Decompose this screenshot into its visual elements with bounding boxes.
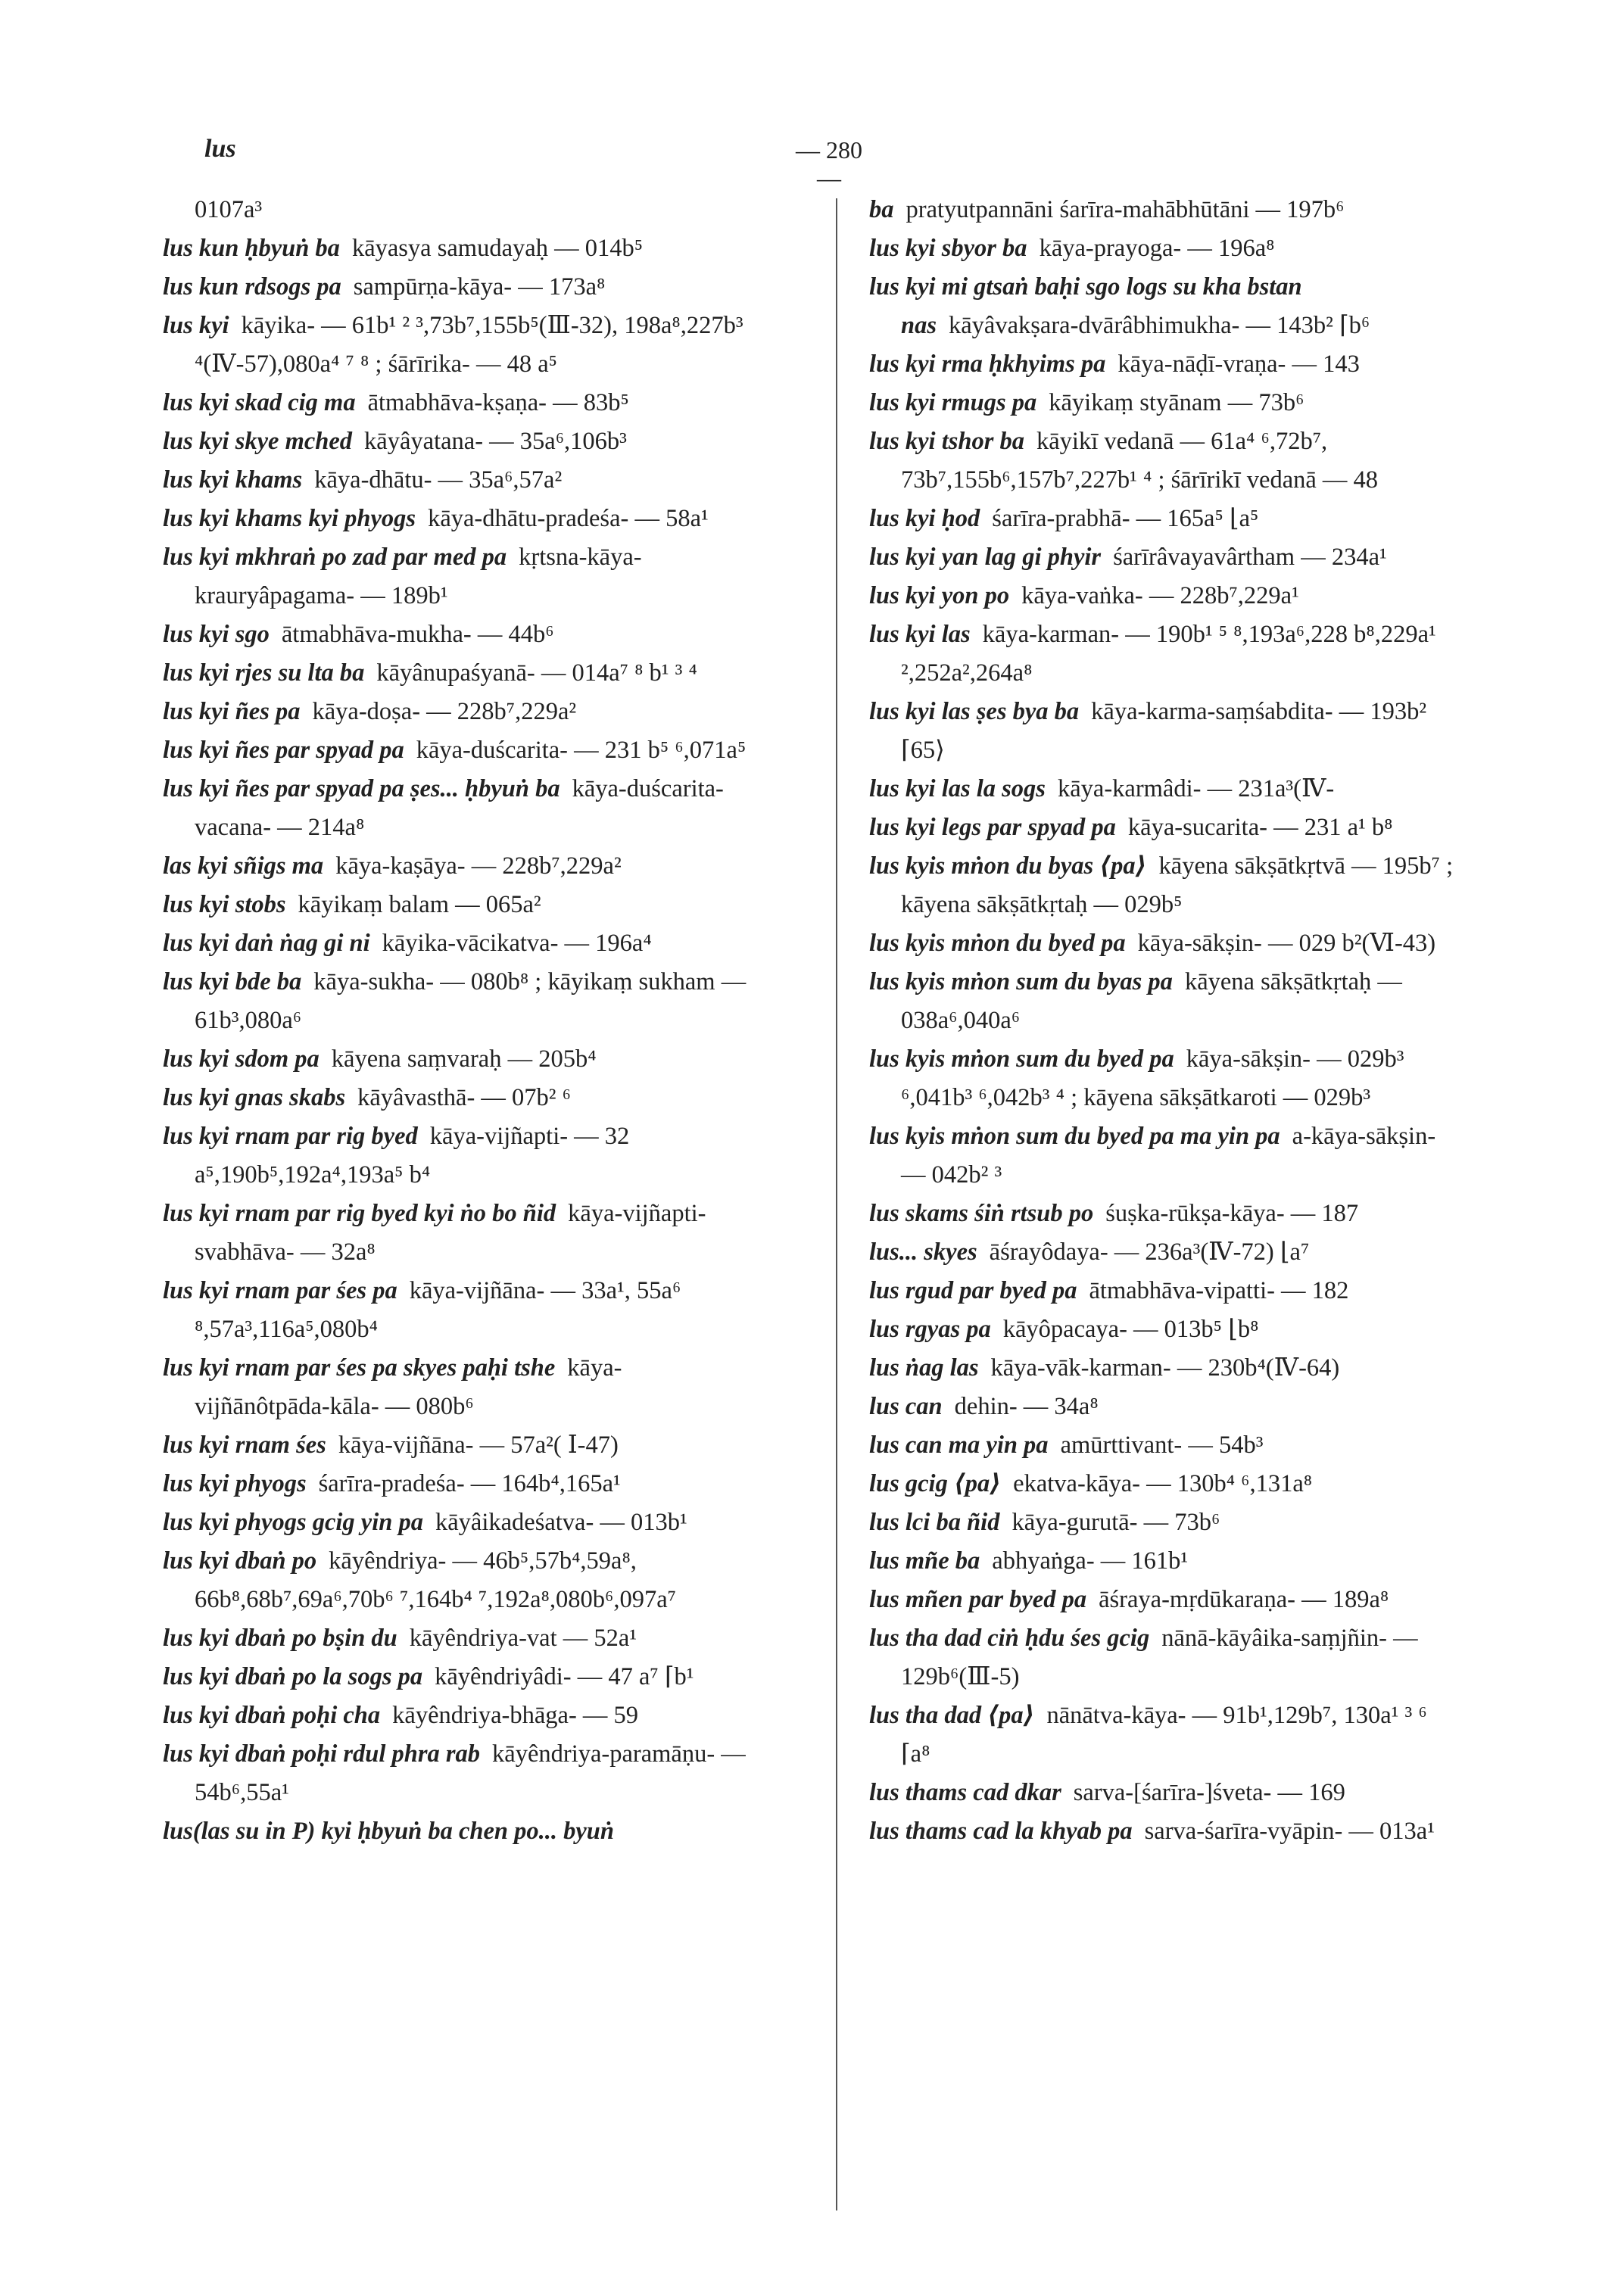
tibetan-headword: lus kyi rnam par rig byed	[163, 1123, 418, 1150]
dictionary-entry	[869, 345, 1460, 384]
tibetan-headword: lus kyi rnam par rig byed kyi ṅo bo ñid	[163, 1200, 556, 1227]
tibetan-headword: lus gcig ⟨pa⟩	[869, 1470, 1002, 1497]
tibetan-headword: lus(las su in P) kyi ḥbyuṅ ba chen po... byuṅ	[163, 1818, 614, 1845]
dictionary-entry	[869, 1619, 1460, 1696]
sanskrit-equivalent: kāyêndriya- — 46b⁵,57b⁴,59a⁸, 66b⁸,68b⁷,69a⁶,70b⁶ ⁷,164b⁴ ⁷,192a⁸,080b⁶,097a⁷	[195, 1547, 676, 1613]
tibetan-headword: lus kyi stobs	[163, 891, 286, 918]
sanskrit-equivalent: kāyâvakṣara-dvārâbhimukha- — 143b² ⌈b⁶	[948, 312, 1370, 339]
dictionary-entry	[163, 191, 753, 229]
dictionary-entry	[869, 500, 1460, 538]
tibetan-headword: lus kyi phyogs gcig yin pa	[163, 1509, 423, 1536]
tibetan-headword: lus kyi sgo	[163, 621, 270, 648]
dictionary-entry	[869, 191, 1460, 229]
tibetan-headword: lus kyi ñes pa	[163, 698, 301, 725]
dictionary-entry	[869, 538, 1460, 577]
sanskrit-equivalent: kāya-vijñapti-svabhāva- — 32a⁸	[195, 1200, 706, 1266]
tibetan-headword: lus tha dad ⟨pa⟩	[869, 1702, 1035, 1729]
tibetan-headword: lus kyi tshor ba	[869, 428, 1024, 455]
sanskrit-equivalent: kāya-vijñānôtpāda-kāla- — 080b⁶	[195, 1354, 622, 1420]
tibetan-headword: lus tha dad ciṅ ḥdu śes gcig	[869, 1625, 1150, 1652]
sanskrit-equivalent: kṛtsna-kāya-krauryâpagama- — 189b¹	[195, 544, 642, 609]
tibetan-headword: lus kyi yon po	[869, 582, 1010, 609]
tibetan-headword: lus skams śiṅ rtsub po	[869, 1200, 1094, 1227]
dictionary-entry	[869, 615, 1460, 693]
dictionary-entry	[869, 1233, 1460, 1272]
sanskrit-equivalent: ātmabhāva-vipatti- — 182	[1089, 1277, 1349, 1304]
dictionary-entry	[869, 1696, 1460, 1774]
sanskrit-equivalent: nānā-kāyâika-saṃjñin- — 129b⁶(Ⅲ-5)	[901, 1625, 1418, 1690]
sanskrit-equivalent: kāya-vijñāna- — 57a²( Ⅰ-47)	[338, 1432, 619, 1459]
dictionary-entry	[869, 229, 1460, 268]
tibetan-headword: lus kyi mi gtsaṅ baḥi sgo logs su kha bstan nas	[869, 273, 1302, 339]
sanskrit-equivalent: kāya-karman- — 190b¹ ⁵ ⁸,193a⁶,228 b⁸,229a¹ ²,252a²,264a⁸	[901, 621, 1436, 687]
sanskrit-equivalent: kāyâikadeśatva- — 013b¹	[435, 1509, 687, 1536]
sanskrit-equivalent: sarva-[śarīra-]śveta- — 169	[1073, 1779, 1345, 1806]
tibetan-headword: lus kyi gnas skabs	[163, 1084, 346, 1111]
tibetan-headword: lus mñe ba	[869, 1547, 980, 1575]
sanskrit-equivalent: kāya-nāḍī-vraṇa- — 143	[1117, 350, 1360, 378]
dictionary-entry	[163, 538, 753, 615]
dictionary-entry	[869, 1581, 1460, 1619]
sanskrit-equivalent: 0107a³	[195, 196, 263, 223]
dictionary-entry	[163, 847, 753, 886]
sanskrit-equivalent: kāya-doṣa- — 228b⁷,229a²	[312, 698, 577, 725]
dictionary-entry	[163, 615, 753, 654]
sanskrit-equivalent: kāyêndriyâdi- — 47 a⁷ ⌈b¹	[435, 1663, 694, 1690]
dictionary-entry	[869, 577, 1460, 615]
tibetan-headword: lus kyi ñes par spyad pa	[163, 737, 404, 764]
sanskrit-equivalent: śarīra-prabhā- — 165a⁵ ⌊a⁵	[992, 505, 1259, 532]
sanskrit-equivalent: kāyika-vācikatva- — 196a⁴	[382, 930, 652, 957]
tibetan-headword: lus kyi ñes par spyad pa ṣes... ḥbyuṅ ba	[163, 775, 560, 802]
dictionary-entry	[869, 770, 1460, 808]
sanskrit-equivalent: amūrttivant- — 54b³	[1060, 1432, 1264, 1459]
tibetan-headword: lus thams cad la khyab pa	[869, 1818, 1133, 1845]
dictionary-entry	[869, 808, 1460, 847]
sanskrit-equivalent: kāyikaṃ styānam — 73b⁶	[1049, 389, 1304, 416]
dictionary-entry	[163, 268, 753, 307]
sanskrit-equivalent: kāya-sucarita- — 231 a¹ b⁸	[1127, 814, 1393, 841]
tibetan-headword: lus kyi mkhraṅ po zad par med pa	[163, 544, 507, 571]
sanskrit-equivalent: śuṣka-rūkṣa-kāya- — 187	[1105, 1200, 1359, 1227]
tibetan-headword: lus kyi ḥod	[869, 505, 980, 532]
dictionary-entry	[163, 1735, 753, 1812]
sanskrit-equivalent: kāya-vaṅka- — 228b⁷,229a¹	[1021, 582, 1299, 609]
tibetan-headword: lus kyi rnam par śes pa skyes paḥi tshe	[163, 1354, 556, 1382]
dictionary-entry	[163, 693, 753, 731]
sanskrit-equivalent: ekatva-kāya- — 130b⁴ ⁶,131a⁸	[1013, 1470, 1313, 1497]
left-column	[163, 191, 753, 1851]
sanskrit-equivalent: kāya-duścarita-vacana- — 214a⁸	[195, 775, 724, 841]
tibetan-headword: las kyi sñigs ma	[163, 852, 324, 880]
sanskrit-equivalent: kāya-karma-saṃśabdita- — 193b² ⌈65⟩	[901, 698, 1427, 764]
tibetan-headword: lus ṅag las	[869, 1354, 979, 1382]
dictionary-entry	[869, 963, 1460, 1040]
tibetan-headword: lus kyi sdom pa	[163, 1045, 320, 1073]
dictionary-entry	[163, 307, 753, 384]
dictionary-entry	[163, 461, 753, 500]
dictionary-entry	[163, 1426, 753, 1465]
dictionary-entry	[869, 1503, 1460, 1542]
dictionary-entry	[163, 1195, 753, 1272]
dictionary-entry	[163, 229, 753, 268]
dictionary-entry	[869, 1310, 1460, 1349]
tibetan-headword: lus kyi phyogs	[163, 1470, 307, 1497]
sanskrit-equivalent: kāyasya samudayaḥ — 014b⁵	[351, 235, 644, 262]
sanskrit-equivalent: abhyaṅga- — 161b¹	[992, 1547, 1189, 1575]
tibetan-headword: lus kyi skye mched	[163, 428, 353, 455]
dictionary-entry	[163, 1812, 753, 1851]
sanskrit-equivalent: kāyena sākṣātkṛtvā — 195b⁷ ; kāyena sākṣātkṛtaḥ — 029b⁵	[901, 852, 1454, 918]
dictionary-entry	[869, 1272, 1460, 1310]
sanskrit-equivalent: kāya-sākṣin- — 029b³ ⁶,041b³ ⁶,042b³ ⁴ ; kāyena sākṣātkaroti — 029b³	[901, 1045, 1404, 1111]
tibetan-headword: lus... skyes	[869, 1238, 977, 1266]
tibetan-headword: lus kyi las ṣes bya ba	[869, 698, 1080, 725]
sanskrit-equivalent: kāya-duścarita- — 231 b⁵ ⁶,071a⁵	[416, 737, 747, 764]
sanskrit-equivalent: kāya-sukha- — 080b⁸ ; kāyikaṃ sukham — 61b³,080a⁶	[195, 968, 747, 1034]
sanskrit-equivalent: kāyika- — 61b¹ ² ³,73b⁷,155b⁵(Ⅲ-32), 198a⁸,227b³ ⁴(Ⅳ-57),080a⁴ ⁷ ⁸ ; śārīrika- — 48 a⁵	[195, 312, 743, 378]
tibetan-headword: lus kyis mṅon sum du byas pa	[869, 968, 1173, 995]
sanskrit-equivalent: kāyêndriya-vat — 52a¹	[409, 1625, 637, 1652]
tibetan-headword: lus kyi skad cig ma	[163, 389, 356, 416]
tibetan-headword: lus kyi sbyor ba	[869, 235, 1027, 262]
sanskrit-equivalent: kāyêndriya-paramāṇu- — 54b⁶,55a¹	[195, 1740, 746, 1806]
sanskrit-equivalent: kāya-vijñāna- — 33a¹, 55a⁶ ⁸,57a³,116a⁵,080b⁴	[195, 1277, 681, 1343]
dictionary-entry	[163, 1696, 753, 1735]
sanskrit-equivalent: kāya-kaṣāya- — 228b⁷,229a²	[335, 852, 622, 880]
dictionary-entry	[869, 1542, 1460, 1581]
tibetan-headword: lus kyis mṅon sum du byed pa ma yin pa	[869, 1123, 1280, 1150]
tibetan-headword: lus kyi rnam śes	[163, 1432, 326, 1459]
sanskrit-equivalent: śarīra-pradeśa- — 164b⁴,165a¹	[318, 1470, 621, 1497]
tibetan-headword: lus kyi dbaṅ po la sogs pa	[163, 1663, 423, 1690]
sanskrit-equivalent: āśraya-mṛdūkaraṇa- — 189a⁸	[1099, 1586, 1389, 1613]
tibetan-headword: lus kyi dbaṅ poḥi cha	[163, 1702, 381, 1729]
dictionary-entry	[869, 1195, 1460, 1233]
dictionary-entry	[163, 731, 753, 770]
tibetan-headword: lus kyi las la sogs	[869, 775, 1046, 802]
right-column	[869, 191, 1460, 1851]
dictionary-entry	[869, 384, 1460, 422]
tibetan-headword: lus kun rdsogs pa	[163, 273, 341, 301]
sanskrit-equivalent: kāyôpacaya- — 013b⁵ ⌊b⁸	[1002, 1316, 1259, 1343]
sanskrit-equivalent: kāyena saṃvaraḥ — 205b⁴	[331, 1045, 597, 1073]
tibetan-headword: lus kyi rjes su lta ba	[163, 659, 365, 687]
tibetan-headword: lus kyi khams kyi phyogs	[163, 505, 416, 532]
tibetan-headword: lus thams cad dkar	[869, 1779, 1061, 1806]
tibetan-headword: lus kyi yan lag gi phyir	[869, 544, 1102, 571]
dictionary-entry	[163, 1040, 753, 1079]
tibetan-headword: lus kyi dbaṅ po	[163, 1547, 317, 1575]
dictionary-entry	[163, 1349, 753, 1426]
dictionary-entry	[869, 924, 1460, 963]
tibetan-headword: lus kyi rma ḥkhyims pa	[869, 350, 1106, 378]
sanskrit-equivalent: a-kāya-sākṣin- — 042b² ³	[901, 1123, 1436, 1189]
sanskrit-equivalent: āśrayôdaya- — 236a³(Ⅳ-72) ⌊a⁷	[989, 1238, 1310, 1266]
sanskrit-equivalent: kāya-dhātu-pradeśa- — 58a¹	[428, 505, 709, 532]
tibetan-headword: lus kyi bde ba	[163, 968, 302, 995]
dictionary-entry	[869, 422, 1460, 500]
dictionary-entry	[163, 654, 753, 693]
tibetan-headword: lus kyi khams	[163, 466, 303, 494]
sanskrit-equivalent: kāyâvasthā- — 07b² ⁶	[357, 1084, 572, 1111]
dictionary-entry	[163, 924, 753, 963]
dictionary-entry	[869, 1040, 1460, 1117]
tibetan-headword: lus kyi	[163, 312, 229, 339]
running-head: lus	[204, 135, 236, 163]
page-number: — 280 —	[796, 136, 862, 192]
dictionary-entry	[869, 1465, 1460, 1503]
tibetan-headword: lus kyi las	[869, 621, 971, 648]
dictionary-entry	[869, 1117, 1460, 1195]
tibetan-headword: lus mñen par byed pa	[869, 1586, 1087, 1613]
sanskrit-equivalent: ātmabhāva-kṣaṇa- — 83b⁵	[367, 389, 629, 416]
sanskrit-equivalent: sampūrṇa-kāya- — 173a⁸	[353, 273, 606, 301]
sanskrit-equivalent: nānātva-kāya- — 91b¹,129b⁷, 130a¹ ³ ⁶ ⌈a⁸	[901, 1702, 1427, 1768]
tibetan-headword: ba	[869, 196, 894, 223]
dictionary-entry	[163, 1503, 753, 1542]
sanskrit-equivalent: śarīrâvayavârtham — 234a¹	[1113, 544, 1387, 571]
dictionary-entry	[869, 1812, 1460, 1851]
dictionary-entry	[869, 1774, 1460, 1812]
tibetan-headword: lus can ma yin pa	[869, 1432, 1049, 1459]
sanskrit-equivalent: kāya-dhātu- — 35a⁶,57a²	[314, 466, 563, 494]
dictionary-entry	[163, 963, 753, 1040]
tibetan-headword: lus kun ḥbyuṅ ba	[163, 235, 340, 262]
sanskrit-equivalent: kāyâyatana- — 35a⁶,106b³	[364, 428, 627, 455]
tibetan-headword: lus rgud par byed pa	[869, 1277, 1077, 1304]
sanskrit-equivalent: ātmabhāva-mukha- — 44b⁶	[281, 621, 554, 648]
sanskrit-equivalent: kāyena sākṣātkṛtaḥ — 038a⁶,040a⁶	[901, 968, 1402, 1034]
dictionary-entry	[163, 1117, 753, 1195]
dictionary-entry	[163, 384, 753, 422]
tibetan-headword: lus kyis mṅon sum du byed pa	[869, 1045, 1174, 1073]
tibetan-headword: lus kyi daṅ ṅag gi ni	[163, 930, 370, 957]
dictionary-entry	[869, 1426, 1460, 1465]
sanskrit-equivalent: kāyikaṃ balam — 065a²	[298, 891, 541, 918]
dictionary-entry	[163, 886, 753, 924]
tibetan-headword: lus kyi rmugs pa	[869, 389, 1037, 416]
sanskrit-equivalent: kāya-vijñapti- — 32 a⁵,190b⁵,192a⁴,193a⁵ b⁴	[195, 1123, 630, 1189]
tibetan-headword: lus lci ba ñid	[869, 1509, 1000, 1536]
sanskrit-equivalent: dehin- — 34a⁸	[954, 1393, 1099, 1420]
tibetan-headword: lus rgyas pa	[869, 1316, 991, 1343]
sanskrit-equivalent: pratyutpannāni śarīra-mahābhūtāni — 197b⁶	[906, 196, 1345, 223]
dictionary-entry	[163, 1465, 753, 1503]
tibetan-headword: lus kyis mṅon du byas ⟨pa⟩	[869, 852, 1147, 880]
dictionary-entry	[163, 1079, 753, 1117]
sanskrit-equivalent: kāya-gurutā- — 73b⁶	[1011, 1509, 1220, 1536]
sanskrit-equivalent: kāya-vāk-karman- — 230b⁴(Ⅳ-64)	[990, 1354, 1340, 1382]
dictionary-entry	[163, 1542, 753, 1619]
dictionary-entry	[869, 268, 1460, 345]
tibetan-headword: lus kyis mṅon du byed pa	[869, 930, 1126, 957]
sanskrit-equivalent: kāya-prayoga- — 196a⁸	[1039, 235, 1275, 262]
tibetan-headword: lus kyi rnam par śes pa	[163, 1277, 397, 1304]
dictionary-entry	[869, 1388, 1460, 1426]
column-divider	[836, 198, 837, 2210]
dictionary-entry	[163, 1658, 753, 1696]
tibetan-headword: lus kyi dbaṅ poḥi rdul phra rab	[163, 1740, 481, 1768]
dictionary-entry	[163, 500, 753, 538]
dictionary-entry	[163, 1619, 753, 1658]
dictionary-entry	[163, 1272, 753, 1349]
dictionary-entry	[869, 1349, 1460, 1388]
sanskrit-equivalent: kāyêndriya-bhāga- — 59	[392, 1702, 639, 1729]
sanskrit-equivalent: kāya-sākṣin- — 029 b²(Ⅵ-43)	[1137, 930, 1436, 957]
sanskrit-equivalent: kāyikī vedanā — 61a⁴ ⁶,72b⁷, 73b⁷,155b⁶,157b⁷,227b¹ ⁴ ; śārīrikī vedanā — 48	[901, 428, 1379, 494]
tibetan-headword: lus can	[869, 1393, 943, 1420]
tibetan-headword: lus kyi dbaṅ po bṣin du	[163, 1625, 397, 1652]
sanskrit-equivalent: kāya-karmâdi- — 231a³(Ⅳ-	[1057, 775, 1335, 802]
sanskrit-equivalent: kāyânupaśyanā- — 014a⁷ ⁸ b¹ ³ ⁴	[376, 659, 697, 687]
dictionary-entry	[163, 422, 753, 461]
dictionary-entry	[869, 847, 1460, 924]
sanskrit-equivalent: sarva-śarīra-vyāpin- — 013a¹	[1144, 1818, 1435, 1845]
tibetan-headword: lus kyi legs par spyad pa	[869, 814, 1116, 841]
dictionary-entry	[869, 693, 1460, 770]
dictionary-entry	[163, 770, 753, 847]
